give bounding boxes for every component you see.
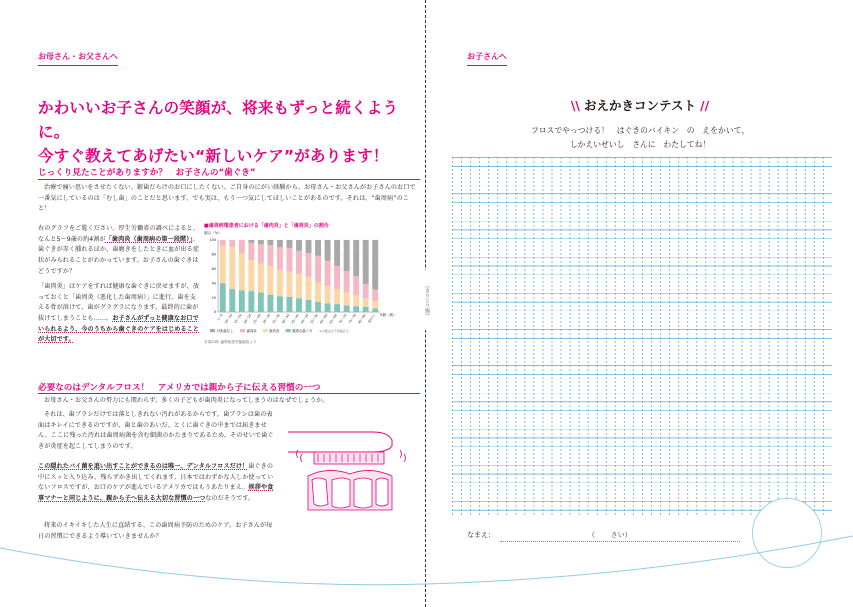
bar-segment <box>353 276 359 295</box>
x-tick-label: 50～54 <box>299 313 310 325</box>
bar-segment <box>287 248 293 272</box>
para1-text-a: 右のグラフをご覧ください。厚生労働省の調べによると、なんと5～9歳の約4割が <box>38 225 200 243</box>
legend-swatch <box>210 329 215 332</box>
bar-segment <box>287 240 293 248</box>
section2-para3: 将来のイキイキした人生に直結する、この歯周病予防のためのケア。お子さんが毎日の習慣にできるよう導いていきませんか？ <box>38 522 273 540</box>
x-tick-label: 5～9 <box>216 313 224 322</box>
bar-segment <box>306 240 312 253</box>
x-tick-label: 40～44 <box>280 313 291 325</box>
bar-segment <box>277 296 283 312</box>
section-tab-kids: お子さんへ <box>467 51 507 66</box>
bar-segment <box>296 240 302 251</box>
bar-segment <box>267 266 273 295</box>
bar-segment <box>229 240 235 247</box>
decorative-curve <box>0 520 853 607</box>
bar-segment <box>267 245 273 266</box>
y-tick-label: 0 <box>213 310 216 315</box>
bar-segment <box>248 240 254 243</box>
x-tick-label: 20～24 <box>242 313 253 325</box>
bar-segment <box>315 302 321 312</box>
bar-segment <box>220 240 226 246</box>
bar-segment <box>296 251 302 274</box>
x-tick-label: 85以上 <box>367 313 377 324</box>
spark-left-icon: \\ <box>570 98 580 113</box>
name-label: なまえ： <box>467 531 495 539</box>
para1-text-b: 。歯ぐきが赤く腫れるほか、歯磨きをしたときに血が出る症状がみられることがわかっています。お子さんの歯ぐきはどうですか？ <box>38 235 200 275</box>
bar-segment <box>277 270 283 297</box>
chart-svg <box>204 230 422 340</box>
age-label: さい） <box>610 531 632 539</box>
y-tick-label: 80 <box>211 252 216 257</box>
section1-para2 <box>38 282 200 346</box>
bar-segment <box>306 253 312 277</box>
x-axis-label: 年齢（歳） <box>379 313 397 317</box>
bar-segment <box>248 291 254 312</box>
bar-segment <box>306 277 312 300</box>
bar-segment <box>334 266 340 289</box>
x-tick-label: 70～74 <box>338 313 348 325</box>
para2-floss-end: なのだそうです。 <box>205 494 255 502</box>
bar-segment <box>220 246 226 283</box>
legend-label: 歯肉炎 <box>269 329 280 333</box>
contest-desc-line-1: フロスでやっつける！ はぐきのバイキン の えをかいて、 <box>530 126 750 135</box>
bar-segment <box>334 240 340 266</box>
section2-para2 <box>38 462 278 505</box>
x-tick-label: 15～19 <box>233 313 243 325</box>
chart-title: ■歯周病罹患者における「歯肉炎」と「歯周炎」の割合 <box>204 223 329 229</box>
bar-segment <box>315 256 321 283</box>
bar-segment <box>372 290 378 302</box>
y-tick-label: 20 <box>211 295 216 300</box>
y-tick-label: 40 <box>211 281 216 286</box>
bar-segment <box>315 282 321 301</box>
section1-intro: 治療で痛い思いをさせたくない、銀歯だらけのお口にしたくない。ご自身のにがい経験から、お母さん・お父さんがお子さんのお口で一番気にしているのは「むし歯」のことだと思います。でも実は、もう一つ気にしてほしいことがあるのです。それは、“歯周病”のこと！ <box>38 184 416 213</box>
bar-segment <box>258 264 264 293</box>
x-tick-label: 35～39 <box>271 313 281 325</box>
y-tick-label: 60 <box>211 267 216 271</box>
bar-segment <box>220 283 226 312</box>
contest-description <box>427 124 853 151</box>
x-tick-label: 55～59 <box>309 313 319 325</box>
bar-segment <box>239 253 245 290</box>
bar-segment <box>344 306 350 312</box>
legend-label: 健康な歯ぐき <box>292 329 313 333</box>
bar-segment <box>372 301 378 308</box>
bar-segment <box>344 293 350 306</box>
bar-segment <box>229 247 235 289</box>
legend-swatch <box>263 329 268 332</box>
bar-segment <box>325 303 331 312</box>
headline <box>38 96 418 168</box>
drawing-grid[interactable] <box>452 157 832 517</box>
headline-line-1: かわいいお子さんの笑顔が、将来もずっと続くように。 <box>38 99 399 142</box>
x-tick-label: 75～79 <box>347 313 357 325</box>
para2-floss-emphasis: この隠れたバイ菌を追い出すことができるのは唯一、デンタルフロスだけ！ <box>38 463 249 470</box>
para2-emphasis: お子さんがずっと健康なお口でいられるよう、今のうちから歯ぐきのケアをはじめることが大切です。 <box>38 314 200 344</box>
spark-right-icon: // <box>700 98 710 113</box>
bar-segment <box>353 306 359 312</box>
bar-segment <box>248 260 254 291</box>
bar-segment <box>325 261 331 286</box>
x-tick-label: 65～69 <box>328 313 338 325</box>
x-tick-label: 10～14 <box>223 313 234 325</box>
bar-segment <box>248 243 254 260</box>
legend-swatch <box>286 329 291 332</box>
bar-segment <box>353 295 359 306</box>
para2-floss-text: 歯ぐきの中にスッと入り込み、残らずかき出してくれます。日本ではわずかな人しか使っていないフロスですが、お口のケアが進んでいるアメリカではもうあたりまえ。 <box>38 463 274 492</box>
para2-text-a: 「歯肉炎」はケアをすれば健康な歯ぐきに戻せますが、放っておくと「歯周炎（悪化した歯周病）」に進行。歯を支える骨が溶けて、歯がグラグラになります。最終的に歯が抜けてしまうことも……。 <box>38 283 200 322</box>
bar-segment <box>372 308 378 312</box>
bar-segment <box>296 274 302 298</box>
chart-note: ※小数点以下四捨五入 <box>319 329 349 333</box>
left-page <box>0 0 425 607</box>
bar-segment <box>229 289 235 312</box>
bar-segment <box>258 240 264 244</box>
section2-subhead: 必要なのはデンタルフロス！ アメリカでは親から子に伝える習慣の一つ <box>38 383 321 393</box>
section2-intro: お母さん・お父さんの努力にも関わらず、多くの子どもが歯肉炎になってしまうのはなぜでしょうか。 <box>44 397 329 404</box>
bar-segment <box>344 240 350 271</box>
bar-segment <box>363 307 369 312</box>
gum-disease-chart <box>204 222 422 350</box>
y-axis-label: 割合（%） <box>204 231 222 235</box>
bar-segment <box>334 289 340 304</box>
contest-title-text: おえかきコンテスト <box>583 98 696 113</box>
bar-segment <box>239 240 245 253</box>
chart-source: 平成23年 歯科疾患実態調査より <box>204 340 257 344</box>
bar-segment <box>334 304 340 312</box>
contest-desc-line-2: しかえいせいし さんに わたしてね！ <box>569 139 711 149</box>
bar-segment <box>267 240 273 245</box>
bar-segment <box>258 293 264 312</box>
section1-underline <box>38 179 420 180</box>
bar-segment <box>344 271 350 293</box>
bar-segment <box>258 244 264 263</box>
x-tick-label: 30～34 <box>261 313 272 325</box>
x-tick-label: 80～84 <box>357 313 367 325</box>
legend-label: 対象歯なし <box>216 329 234 333</box>
headline-line-2: 今すぐ教えてあげたい“新しいケア”があります！ <box>38 147 389 166</box>
section1-subhead: じっくり見たことがありますか？ お子さんの“歯ぐき” <box>38 168 256 178</box>
bar-segment <box>363 240 369 284</box>
bar-segment <box>306 300 312 312</box>
para1-emphasis: 「歯肉炎（歯周病の第一段階）」 <box>105 235 193 243</box>
contest-title <box>427 96 853 114</box>
para2-habit-emphasis: 挨拶や食事マナーと同じように、親から子へ伝える大切な習慣の一つ <box>38 484 274 502</box>
section1-para1 <box>38 224 200 277</box>
bar-segment <box>277 247 283 269</box>
bar-segment <box>296 298 302 312</box>
bar-segment <box>372 240 378 290</box>
bar-segment <box>287 297 293 312</box>
bar-segment <box>277 240 283 247</box>
legend-label: 歯周炎 <box>246 329 257 333</box>
bar-segment <box>287 272 293 297</box>
bar-segment <box>353 240 359 276</box>
y-tick-label: 100 <box>209 238 216 243</box>
legend-swatch <box>240 329 245 332</box>
bar-segment <box>325 240 331 261</box>
fold-label: 《きりとり線》 <box>421 270 431 330</box>
bar-segment <box>325 286 331 303</box>
bar-segment <box>315 240 321 256</box>
toothbrush-teeth-illustration <box>288 418 418 518</box>
bar-segment <box>363 284 369 298</box>
x-tick-label: 25～29 <box>252 313 262 325</box>
age-open-paren: （ <box>588 531 595 539</box>
bar-segment <box>267 295 273 312</box>
section2-underline <box>38 393 420 394</box>
x-tick-label: 60～64 <box>319 313 329 325</box>
bar-segment <box>363 298 369 307</box>
x-tick-label: 45～49 <box>290 313 300 325</box>
section-tab-parents: お母さん・お父さんへ <box>38 51 118 66</box>
bar-segment <box>239 290 245 312</box>
section2-para1: それは、歯ブラシだけでは落としきれない汚れがあるからです。歯ブラシは歯の表面はキレイにできるのですが、歯と歯のあいだ、とくに歯ぐきの中までは届きません。ここに残った汚れは歯周病菌を含む細菌のかたまりであるため、そのせいで歯ぐきが炎症を起こしてしまうのです。 <box>38 411 274 450</box>
